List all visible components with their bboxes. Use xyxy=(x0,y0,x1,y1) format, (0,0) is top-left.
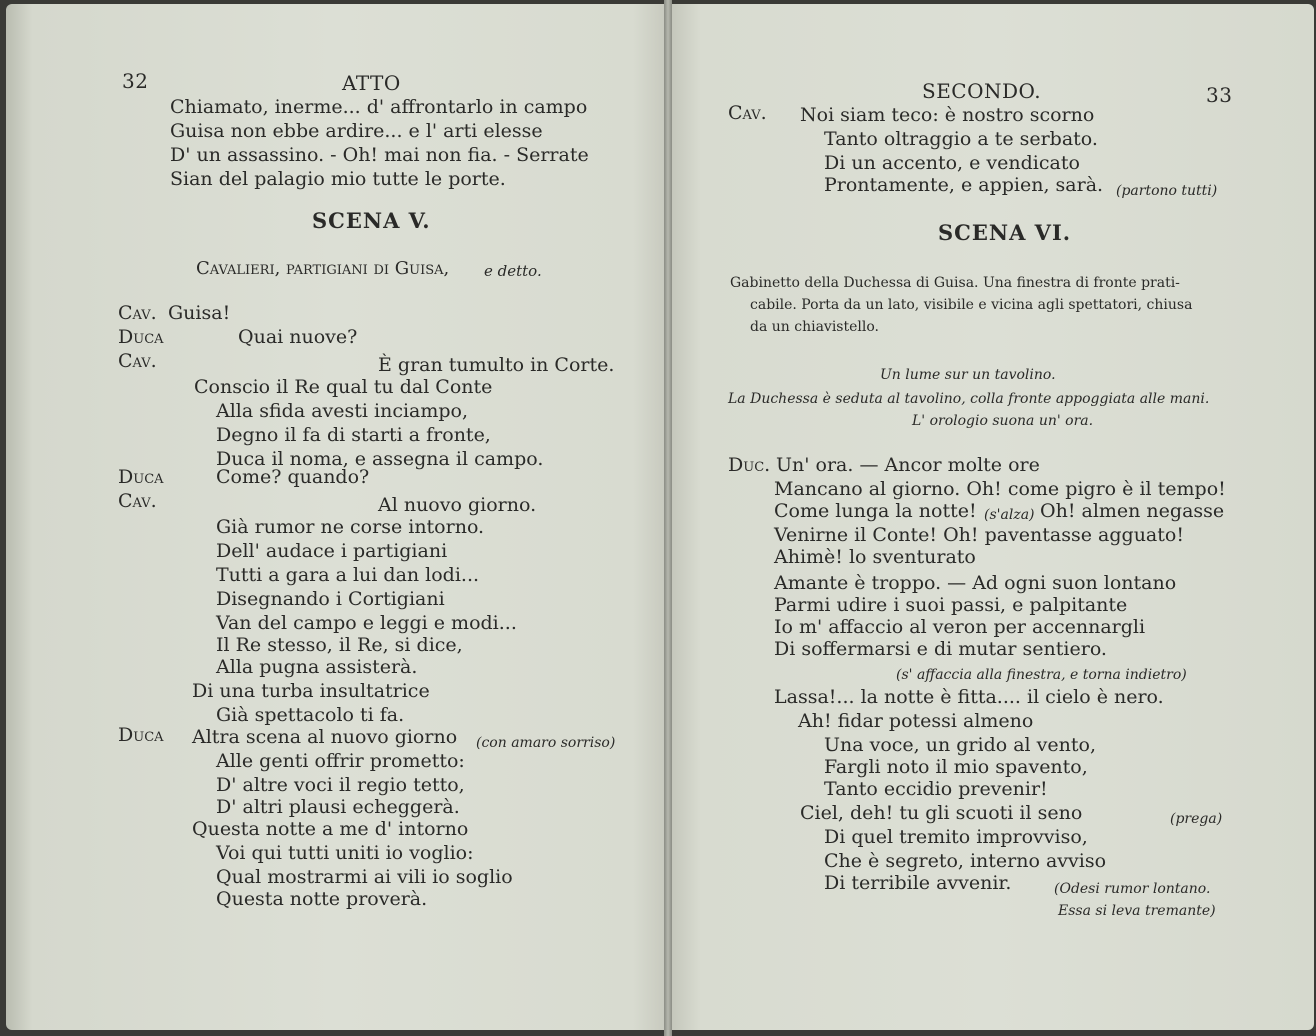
verse-line: Ah! fidar potessi almeno xyxy=(798,710,1034,732)
stage-direction: (prega) xyxy=(1170,811,1223,827)
verse-line: Come? quando? xyxy=(216,466,370,488)
speaker-label: Duc. xyxy=(728,454,771,476)
scene-title: SCENA V. xyxy=(312,208,431,233)
verse-line: D' un assassino. - Oh! mai non fia. - Serrate xyxy=(170,144,589,166)
verse-line: Questa notte a me d' intorno xyxy=(192,818,469,840)
book-gutter xyxy=(664,0,672,1036)
verse-line: Chiamato, inerme... d' affrontarlo in campo xyxy=(170,96,588,118)
verse-line: Tanto oltraggio a te serbato. xyxy=(824,128,1098,150)
verse-line: Come lunga la notte! xyxy=(774,500,977,522)
verse-line: Fargli noto il mio spavento, xyxy=(824,756,1088,778)
stage-direction: (partono tutti) xyxy=(1116,183,1218,199)
verse-line: Già rumor ne corse intorno. xyxy=(216,516,485,538)
verse-line: Un' ora. — Ancor molte ore xyxy=(776,454,1040,476)
setting-text: da un chiavistello. xyxy=(750,319,879,335)
speaker-label: Cav. xyxy=(118,350,157,372)
verse-line: Prontamente, e appien, sarà. xyxy=(824,174,1104,196)
setting-text: Gabinetto della Duchessa di Guisa. Una finestra di fronte prati- xyxy=(730,275,1180,291)
speaker-label: Duca xyxy=(118,466,164,488)
stage-direction: (Odesi rumor lontano. xyxy=(1054,881,1211,897)
stage-direction: (con amaro sorriso) xyxy=(476,735,616,751)
verse-line: Io m' affaccio al veron per accennargli xyxy=(774,616,1146,638)
speaker-label: Cav. xyxy=(118,490,157,512)
verse-line: Di quel tremito improvviso, xyxy=(824,826,1088,848)
verse-line: D' altri plausi echeggerà. xyxy=(216,796,460,818)
verse-line: D' altre voci il regio tetto, xyxy=(216,774,465,796)
cast-list: Cavalieri, partigiani di Guisa, xyxy=(196,258,450,279)
cast-note: e detto. xyxy=(484,262,542,280)
speaker-label: Duca xyxy=(118,326,164,348)
stage-direction: La Duchessa è seduta al tavolino, colla fronte appoggiata alle mani. xyxy=(728,391,1210,407)
verse-line: Mancano al giorno. Oh! come pigro è il tempo! xyxy=(774,478,1226,500)
verse-line: Noi siam teco: è nostro scorno xyxy=(800,104,1095,126)
verse-line: Altra scena al nuovo giorno xyxy=(192,726,458,748)
verse-line: Di un accento, e vendicato xyxy=(824,152,1080,174)
verse-line: Duca il noma, e assegna il campo. xyxy=(216,448,544,470)
running-head: ATTO xyxy=(342,71,401,95)
verse-line: Guisa non ebbe ardire... e l' arti elesse xyxy=(170,120,543,142)
verse-line: Dell' audace i partigiani xyxy=(216,540,448,562)
verse-line: Alle genti offrir prometto: xyxy=(216,750,465,772)
verse-line: Qual mostrarmi ai vili io soglio xyxy=(216,866,513,888)
verse-line: Di una turba insultatrice xyxy=(192,680,430,702)
verse-line: È gran tumulto in Corte. xyxy=(378,354,615,376)
verse-line: Venirne il Conte! Oh! paventasse agguato! xyxy=(774,524,1184,546)
stage-direction: Un lume sur un tavolino. xyxy=(880,367,1056,383)
scene-title: SCENA VI. xyxy=(938,220,1072,245)
verse-line: Una voce, un grido al vento, xyxy=(824,734,1097,756)
verse-line: Parmi udire i suoi passi, e palpitante xyxy=(774,594,1128,616)
verse-line: Al nuovo giorno. xyxy=(378,494,537,516)
page-number: 32 xyxy=(122,69,149,93)
verse-line: Voi qui tutti uniti io voglio: xyxy=(216,842,474,864)
verse-line: Alla sfida avesti inciampo, xyxy=(216,400,469,422)
verse-line: Ciel, deh! tu gli scuoti il seno xyxy=(800,802,1083,824)
verse-line: Che è segreto, interno avviso xyxy=(824,850,1107,872)
running-head: SECONDO. xyxy=(922,79,1042,103)
speaker-label: Cav. xyxy=(728,102,767,124)
verse-line: Tutti a gara a lui dan lodi... xyxy=(216,564,480,586)
verse-line: Van del campo e leggi e modi... xyxy=(216,612,517,634)
stage-direction: L' orologio suona un' ora. xyxy=(912,413,1094,429)
verse-line: Ahimè! lo sventurato xyxy=(774,546,976,568)
verse-line: Sian del palagio mio tutte le porte. xyxy=(170,168,506,190)
verse-line: Degno il fa di starti a fronte, xyxy=(216,424,491,446)
verse-line: Il Re stesso, il Re, si dice, xyxy=(216,634,463,656)
stage-direction: (s' affaccia alla finestra, e torna indietro) xyxy=(896,667,1187,683)
verse-line: Questa notte proverà. xyxy=(216,888,428,910)
verse-line: Oh! almen negasse xyxy=(1040,500,1225,522)
stage-direction: Essa si leva tremante) xyxy=(1058,903,1216,919)
verse-line: Lassa!... la notte è fitta.... il cielo è nero. xyxy=(774,686,1164,708)
verse-line: Tanto eccidio prevenir! xyxy=(824,778,1048,800)
verse-line: Di soffermarsi e di mutar sentiero. xyxy=(774,638,1107,660)
verse-line: Conscio il Re qual tu dal Conte xyxy=(194,376,493,398)
verse-line: Guisa! xyxy=(168,302,231,324)
speaker-label: Cav. xyxy=(118,302,157,324)
verse-line: Di terribile avvenir. xyxy=(824,872,1012,894)
verse-line: Alla pugna assisterà. xyxy=(216,656,418,678)
verse-line: Quai nuove? xyxy=(238,326,358,348)
verse-line: Già spettacolo ti fa. xyxy=(216,704,405,726)
verse-line: Amante è troppo. — Ad ogni suon lontano xyxy=(774,572,1177,594)
speaker-label: Duca xyxy=(118,724,164,746)
verse-line: Disegnando i Cortigiani xyxy=(216,588,445,610)
setting-text: cabile. Porta da un lato, visibile e vicina agli spettatori, chiusa xyxy=(750,297,1193,313)
stage-direction: (s'alza) xyxy=(984,507,1035,523)
page-number: 33 xyxy=(1206,83,1233,107)
